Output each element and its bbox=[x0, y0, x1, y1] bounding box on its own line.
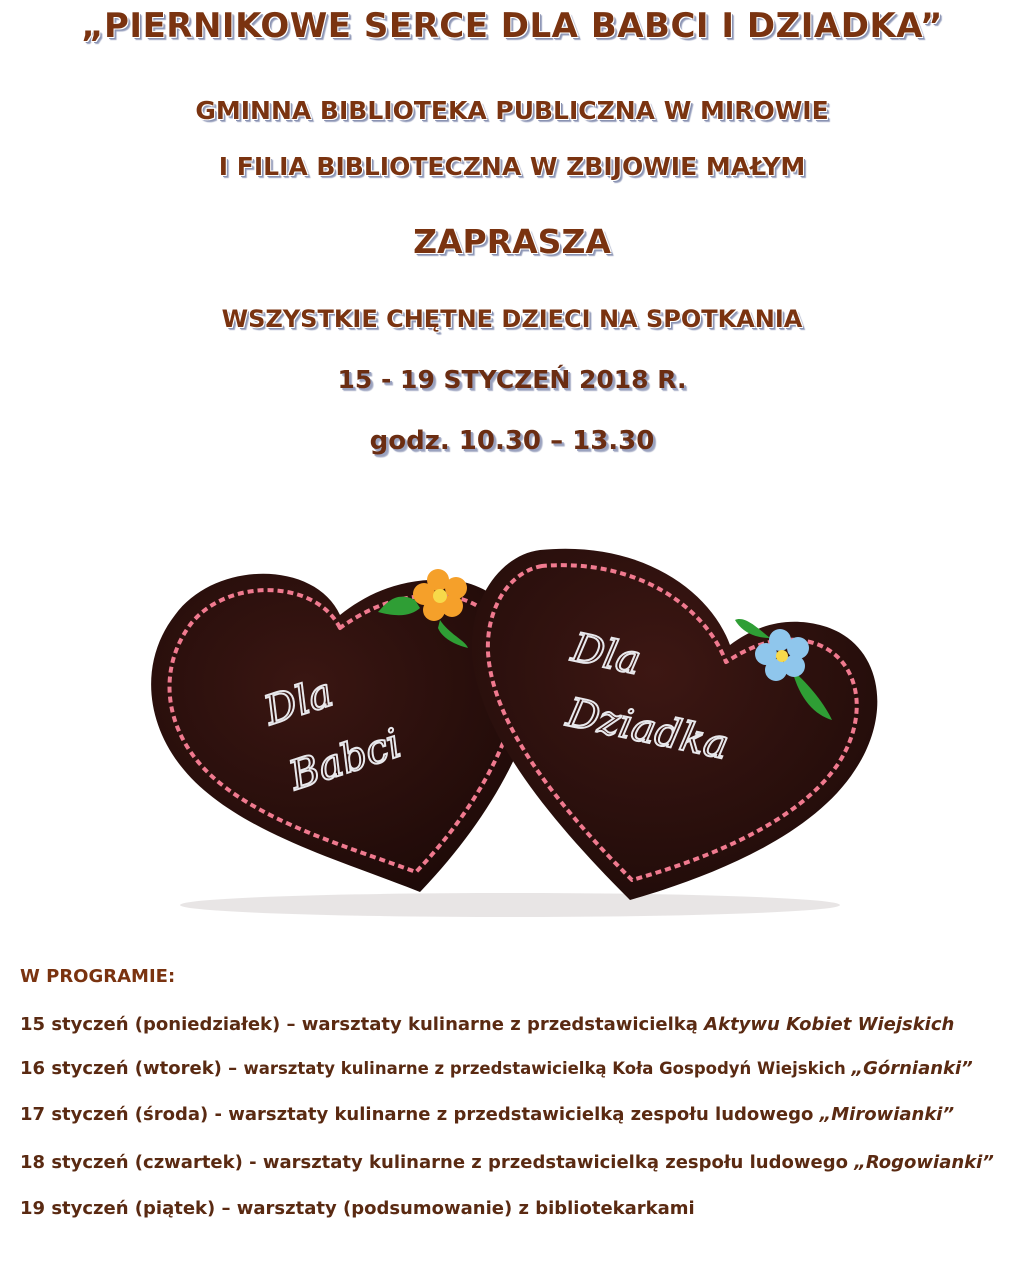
event-dates: 15 - 19 STYCZEŃ 2018 R. bbox=[337, 365, 687, 394]
program-item-text: 19 styczeń (piątek) – warsztaty (podsumowanie) z bibliotekarkami bbox=[20, 1198, 695, 1219]
program-header: W PROGRAMIE: bbox=[20, 966, 176, 987]
invite-heading: ZAPRASZA bbox=[413, 222, 611, 261]
heart-dziadka bbox=[472, 549, 877, 900]
program-item-highlight: Aktywu Kobiet Wiejskich bbox=[704, 1014, 955, 1035]
program-item-desc: warsztaty kulinarne z przedstawicielką Koła Gospodyń Wiejskich bbox=[243, 1059, 852, 1078]
heart-babci-line2: Babci bbox=[283, 720, 407, 800]
program-item-text: 18 styczeń (czwartek) - warsztaty kulinarne z przedstawicielką zespołu ludowego bbox=[20, 1152, 855, 1173]
organizer-line-2: I FILIA BIBLIOTECZNA W ZBIJOWIE MAŁYM bbox=[218, 152, 806, 181]
program-item bbox=[20, 1198, 1020, 1219]
gingerbread-hearts-image bbox=[120, 520, 890, 920]
program-item bbox=[20, 1104, 1020, 1125]
program-item-highlight: „Rogowianki” bbox=[854, 1152, 994, 1173]
audience-line: WSZYSTKIE CHĘTNE DZIECI NA SPOTKANIA bbox=[221, 305, 803, 333]
program-item bbox=[20, 1058, 1020, 1079]
heart-babci-line1: Dla bbox=[258, 669, 339, 735]
heart-dziadka-line1: Dla bbox=[567, 624, 645, 685]
organizer-line-1: GMINNA BIBLIOTEKA PUBLICZNA W MIROWIE bbox=[195, 96, 829, 125]
program-item-highlight: „Górnianki” bbox=[851, 1058, 973, 1079]
program-item-text: 15 styczeń (poniedziałek) – warsztaty kulinarne z przedstawicielką bbox=[20, 1014, 705, 1035]
heart-dziadka-line2: Dziadka bbox=[562, 689, 733, 769]
program-item bbox=[20, 1152, 1020, 1173]
program-item-highlight: „Mirowianki” bbox=[819, 1104, 955, 1125]
program-item-text: 16 styczeń (wtorek) – bbox=[20, 1058, 244, 1079]
program-item bbox=[20, 1014, 1020, 1035]
event-hours: godz. 10.30 – 13.30 bbox=[369, 426, 655, 456]
poster-title: „PIERNIKOWE SERCE DLA BABCI I DZIADKA” bbox=[81, 6, 943, 46]
program-item-text: 17 styczeń (środa) - warsztaty kulinarne z przedstawicielką zespołu ludowego bbox=[20, 1104, 820, 1125]
